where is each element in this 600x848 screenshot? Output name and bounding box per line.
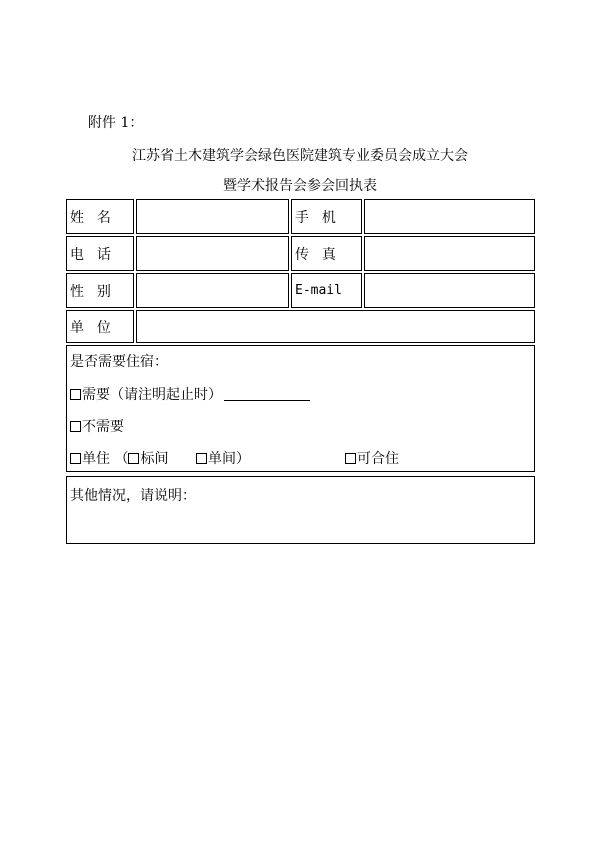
need-label: 需要（请注明起止时） bbox=[82, 387, 222, 403]
gender-input[interactable] bbox=[136, 273, 289, 308]
attachment-label: 附件 1： bbox=[88, 115, 144, 131]
tel-label: 电 话 bbox=[66, 236, 134, 271]
no-need-checkbox[interactable] bbox=[70, 421, 81, 432]
lodging-question: 是否需要住宿： bbox=[70, 354, 168, 370]
form-title: 江苏省土木建筑学会绿色医院建筑专业委员会成立大会 bbox=[132, 148, 468, 164]
form-subtitle: 暨学术报告会参会回执表 bbox=[223, 178, 377, 194]
organization-input[interactable] bbox=[136, 310, 535, 343]
organization-label: 单 位 bbox=[66, 310, 134, 343]
phone-input[interactable] bbox=[364, 199, 535, 234]
need-checkbox[interactable] bbox=[70, 389, 81, 400]
other-info-label: 其他情况，请说明： bbox=[70, 488, 196, 504]
single-room-label: 单间） bbox=[208, 451, 250, 467]
lodging-section bbox=[66, 345, 535, 472]
fax-label: 传 真 bbox=[291, 236, 362, 271]
dates-blank[interactable] bbox=[224, 388, 310, 401]
standard-room-label: 标间 bbox=[140, 451, 169, 467]
lodging-single-room-option[interactable] bbox=[196, 448, 250, 468]
fax-input[interactable] bbox=[364, 236, 535, 271]
single-checkbox[interactable] bbox=[70, 453, 81, 464]
registration-form bbox=[66, 199, 535, 544]
name-label: 姓 名 bbox=[66, 199, 134, 234]
lodging-no-need-option[interactable] bbox=[70, 416, 124, 436]
gender-label: 性 别 bbox=[66, 273, 134, 308]
single-label: 单住 （ bbox=[82, 451, 129, 467]
email-input[interactable] bbox=[364, 273, 535, 308]
shared-checkbox[interactable] bbox=[345, 453, 356, 464]
standard-room-checkbox[interactable] bbox=[128, 453, 139, 464]
lodging-single-option[interactable] bbox=[70, 448, 168, 468]
other-info-section[interactable] bbox=[66, 476, 535, 544]
phone-label: 手 机 bbox=[291, 199, 362, 234]
tel-input[interactable] bbox=[136, 236, 289, 271]
shared-label: 可合住 bbox=[357, 451, 399, 467]
lodging-shared-option[interactable] bbox=[345, 448, 399, 468]
lodging-need-option[interactable] bbox=[70, 384, 310, 404]
email-label: E-mail bbox=[291, 273, 362, 308]
no-need-label: 不需要 bbox=[82, 419, 124, 435]
single-room-checkbox[interactable] bbox=[196, 453, 207, 464]
name-input[interactable] bbox=[136, 199, 289, 234]
